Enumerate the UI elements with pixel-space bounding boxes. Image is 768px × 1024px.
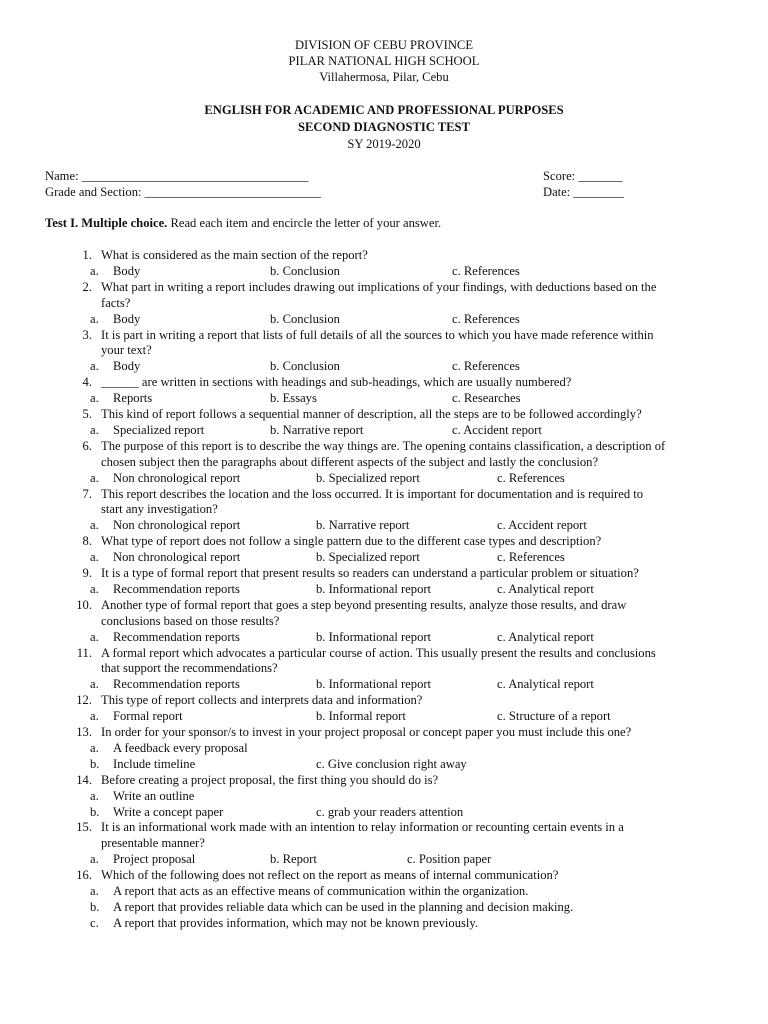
answer-option[interactable]: c. References bbox=[497, 550, 565, 565]
subject-title: ENGLISH FOR ACADEMIC AND PROFESSIONAL PURPOSES bbox=[204, 103, 564, 117]
question-text: chosen subject then the paragraphs about different aspects of the subject and lastly the conclusion? bbox=[101, 454, 599, 469]
answer-option[interactable]: Write a concept paper bbox=[113, 804, 224, 819]
grade-section-field[interactable]: Grade and Section: ____________________________ bbox=[45, 185, 321, 199]
answer-option[interactable]: Body bbox=[113, 359, 141, 374]
answer-option[interactable]: A report that provides reliable data which can be used in the planning and decision making. bbox=[113, 899, 574, 914]
question-text: Another type of formal report that goes a step beyond presenting results, analyze those results, and draw bbox=[101, 597, 627, 612]
question-text: conclusions based on those results? bbox=[101, 613, 280, 628]
option-letter[interactable]: a. bbox=[90, 470, 99, 485]
question-text: What type of report does not follow a single pattern due to the different case types and description? bbox=[101, 534, 602, 549]
option-letter[interactable]: a. bbox=[90, 581, 99, 596]
question-number: 4. bbox=[82, 375, 92, 390]
question-text: Before creating a project proposal, the first thing you should do is? bbox=[101, 772, 439, 787]
date-field[interactable]: Date: ________ bbox=[543, 185, 624, 199]
answer-option[interactable]: c. References bbox=[452, 311, 520, 326]
question-number: 7. bbox=[82, 486, 92, 501]
question-number: 6. bbox=[82, 438, 92, 453]
answer-option[interactable]: b. Informal report bbox=[316, 709, 406, 724]
answer-option[interactable]: c. Position paper bbox=[407, 852, 492, 867]
question-text: In order for your sponsor/s to invest in your project proposal or concept paper you must include this one? bbox=[101, 725, 632, 739]
answer-option[interactable]: b. Narrative report bbox=[270, 422, 364, 437]
question-text: What part in writing a report includes drawing out implications of your findings, with deductions based on the bbox=[101, 279, 657, 294]
option-letter[interactable]: a. bbox=[90, 677, 99, 692]
option-letter[interactable]: a. bbox=[90, 709, 99, 724]
answer-option[interactable]: Non chronological report bbox=[113, 470, 241, 485]
answer-option[interactable]: c. Structure of a report bbox=[497, 709, 611, 724]
answer-option[interactable]: Reports bbox=[113, 391, 153, 406]
question-number: 11. bbox=[76, 645, 92, 660]
option-letter[interactable]: a. bbox=[90, 263, 99, 278]
option-letter[interactable]: c. bbox=[90, 915, 99, 930]
option-letter[interactable]: a. bbox=[90, 518, 99, 533]
answer-option[interactable]: Body bbox=[113, 263, 141, 278]
answer-option[interactable]: A report that provides information, which may not be known previously. bbox=[113, 915, 479, 930]
answer-option[interactable]: b. Specialized report bbox=[316, 550, 420, 565]
option-letter[interactable]: a. bbox=[90, 884, 99, 898]
answer-option[interactable]: Recommendation reports bbox=[113, 629, 240, 644]
answer-option[interactable]: b. Report bbox=[270, 852, 317, 867]
answer-option[interactable]: Body bbox=[113, 311, 141, 326]
question-number: 9. bbox=[82, 566, 92, 580]
school-heading: PILAR NATIONAL HIGH SCHOOL bbox=[288, 54, 480, 68]
question-number: 5. bbox=[82, 407, 92, 421]
answer-option[interactable]: b. Informational report bbox=[316, 581, 432, 596]
option-letter[interactable]: a. bbox=[90, 359, 99, 374]
answer-option[interactable]: c. References bbox=[452, 359, 520, 374]
instructions-text: Read each item and encircle the letter of your answer. bbox=[167, 216, 442, 230]
test-title: SECOND DIAGNOSTIC TEST bbox=[298, 120, 470, 134]
question-number: 1. bbox=[82, 248, 92, 262]
answer-option[interactable]: b. Conclusion bbox=[270, 359, 340, 374]
answer-option[interactable]: b. Conclusion bbox=[270, 263, 340, 278]
answer-option[interactable]: Include timeline bbox=[113, 756, 196, 771]
question-text: A formal report which advocates a particular course of action. This usually present the results and conclusions bbox=[101, 645, 656, 660]
answer-option[interactable]: b. Informational report bbox=[316, 629, 432, 644]
answer-option[interactable]: Project proposal bbox=[113, 852, 196, 867]
question-text: What is considered as the main section of the report? bbox=[101, 248, 368, 262]
option-letter[interactable]: b. bbox=[90, 899, 100, 914]
answer-option[interactable]: b. Essays bbox=[270, 391, 317, 406]
option-letter[interactable]: a. bbox=[90, 852, 99, 867]
answer-option[interactable]: A report that acts as an effective means of communication within the organization. bbox=[113, 884, 529, 898]
option-letter[interactable]: b. bbox=[90, 804, 100, 819]
option-letter[interactable]: a. bbox=[90, 422, 99, 437]
name-field[interactable]: Name: ____________________________________ bbox=[45, 169, 309, 183]
question-text: start any investigation? bbox=[101, 502, 218, 517]
answer-option[interactable]: c. References bbox=[497, 470, 565, 485]
question-text: ______ are written in sections with headings and sub-headings, which are usually numbered? bbox=[101, 375, 572, 390]
school-year: SY 2019-2020 bbox=[347, 137, 421, 151]
answer-option[interactable]: Write an outline bbox=[113, 788, 195, 803]
score-field[interactable]: Score: _______ bbox=[543, 169, 623, 183]
answer-option[interactable]: A feedback every proposal bbox=[113, 740, 248, 755]
question-text: The purpose of this report is to describe the way things are. The opening contains classification, a description of bbox=[101, 438, 666, 453]
answer-option[interactable]: c. Researches bbox=[452, 391, 521, 406]
question-text: This report describes the location and the loss occurred. It is important for documentation and is required to bbox=[101, 486, 644, 501]
answer-option[interactable]: c. grab your readers attention bbox=[316, 804, 464, 819]
instructions-bold: Test I. Multiple choice. bbox=[45, 216, 168, 230]
question-number: 12. bbox=[76, 693, 92, 708]
question-number: 10. bbox=[76, 597, 92, 612]
option-letter[interactable]: a. bbox=[90, 788, 99, 803]
question-text: facts? bbox=[101, 295, 131, 310]
answer-option[interactable]: b. Narrative report bbox=[316, 518, 410, 533]
answer-option[interactable]: c. Give conclusion right away bbox=[316, 756, 467, 771]
answer-option[interactable]: Non chronological report bbox=[113, 550, 241, 565]
option-letter[interactable]: a. bbox=[90, 629, 99, 644]
instructions bbox=[45, 216, 441, 231]
answer-option[interactable]: b. Informational report bbox=[316, 677, 432, 692]
question-number: 16. bbox=[76, 868, 92, 883]
answer-option[interactable]: Recommendation reports bbox=[113, 677, 240, 692]
answer-option[interactable]: c. References bbox=[452, 263, 520, 278]
question-text: It is an informational work made with an intention to relay information or recounting certain events in a bbox=[101, 820, 624, 835]
question-number: 3. bbox=[82, 327, 92, 342]
answer-option[interactable]: b. Conclusion bbox=[270, 311, 340, 326]
option-letter[interactable]: a. bbox=[90, 550, 99, 565]
option-letter[interactable]: a. bbox=[90, 391, 99, 406]
option-letter[interactable]: a. bbox=[90, 311, 99, 326]
answer-option[interactable]: Recommendation reports bbox=[113, 581, 240, 596]
question-text: This kind of report follows a sequential manner of description, all the steps are to be followed accordingly? bbox=[101, 407, 642, 421]
question-text: that support the recommendations? bbox=[101, 661, 278, 676]
question-text: This type of report collects and interprets data and information? bbox=[101, 693, 423, 708]
answer-option[interactable]: Specialized report bbox=[113, 422, 205, 437]
address-heading: Villahermosa, Pilar, Cebu bbox=[319, 70, 449, 84]
answer-option[interactable]: c. Analytical report bbox=[497, 581, 594, 596]
answer-option[interactable]: Non chronological report bbox=[113, 518, 241, 533]
division-heading: DIVISION OF CEBU PROVINCE bbox=[294, 38, 474, 52]
question-number: 13. bbox=[76, 725, 92, 739]
question-text: It is a type of formal report that present results so readers can understand a particular problem or situation? bbox=[101, 566, 639, 580]
answer-option[interactable]: c. Analytical report bbox=[497, 629, 594, 644]
question-text: It is part in writing a report that lists of full details of all the sources to which you have made reference within bbox=[101, 327, 654, 342]
question-number: 8. bbox=[82, 534, 92, 549]
question-text: presentable manner? bbox=[101, 836, 205, 851]
question-text: your text? bbox=[101, 343, 152, 358]
question-text: Which of the following does not reflect on the report as means of internal communication? bbox=[101, 868, 559, 883]
answer-option[interactable]: c. Analytical report bbox=[497, 677, 594, 692]
question-number: 14. bbox=[76, 772, 92, 787]
option-letter[interactable]: b. bbox=[90, 756, 100, 771]
answer-option[interactable]: c. Accident report bbox=[497, 518, 587, 533]
question-number: 2. bbox=[82, 279, 92, 294]
question-number: 15. bbox=[76, 820, 92, 835]
answer-option[interactable]: Formal report bbox=[113, 709, 183, 724]
option-letter[interactable]: a. bbox=[90, 740, 99, 755]
answer-option[interactable]: b. Specialized report bbox=[316, 470, 420, 485]
answer-option[interactable]: c. Accident report bbox=[452, 422, 542, 437]
